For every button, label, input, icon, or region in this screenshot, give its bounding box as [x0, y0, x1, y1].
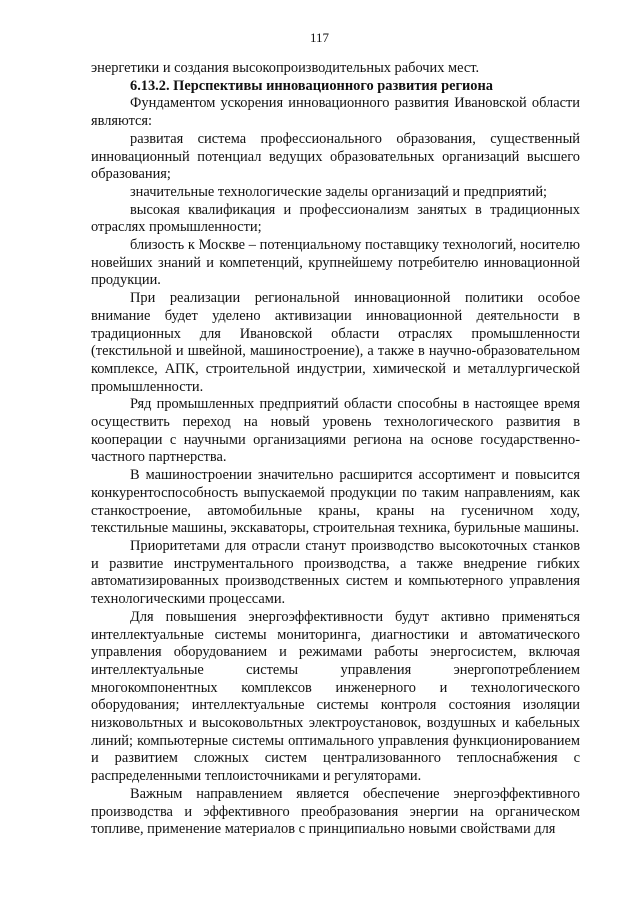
- list-item: близость к Москве – потенциальному поставщику технологий, носителю новейших знаний и компетенций, крупнейшему потребителю инновационной продукции.: [91, 237, 580, 289]
- paragraph: Приоритетами для отрасли станут производство высокоточных станков и развитие инструментального производства, а также внедрение гибких автоматизированных производственных систем и компьютерного управления технологическими процессами.: [91, 537, 580, 608]
- section-heading: 6.13.2. Перспективы инновационного развития региона: [130, 77, 493, 94]
- list-item: значительные технологические заделы организаций и предприятий;: [130, 183, 548, 200]
- paragraph: Фундаментом ускорения инновационного развития Ивановской области являются:: [91, 95, 580, 130]
- paragraph-continuation: энергетики и создания высокопроизводительных рабочих мест.: [91, 60, 480, 76]
- document-body: [91, 60, 580, 839]
- page-number: 117: [309, 30, 330, 45]
- list-item: развитая система профессионального образования, существенный инновационный потенциал ведущих образовательных организаций высшего образования;: [91, 130, 580, 183]
- paragraph: В машиностроении значительно расширится ассортимент и повысится конкурентоспособность выпускаемой продукции по таким направлениям, как станкостроение, автомобильные краны, краны на гусеничном ходу, текстильные машины, экскаваторы, строительная техника, бурильные машины.: [91, 467, 580, 537]
- paragraph: Для повышения энергоэффективности будут активно применяться интеллектуальные системы мониторинга, диагностики и автоматического управления оборудованием и режимами работы энергосистем, включая интеллектуальные системы управления энергопотреблением многокомпонентных комплексов инженерного и технологического оборудования; интеллектуальные системы контроля состояния изоляции низковольтных и высоковольтных электроустановок, воздушных и кабельных линий; компьютерные системы оптимального управления функционированием и развитием сложных систем централизованного теплоснабжения с распределенными теплоисточниками и регуляторами.: [91, 608, 580, 785]
- paragraph: При реализации региональной инновационной политики особое внимание будет уделено активизации инновационной деятельности в традиционных для Ивановской области отраслях промышленности (текстильной и швейной, машиностроение), а также в научно-образовательном комплексе, АПК, строительной индустрии, химической и металлургической промышленности.: [91, 290, 580, 395]
- paragraph: Ряд промышленных предприятий области способны в настоящее время осуществить переход на новый уровень технологического развития в кооперации с научными организациями региона на основе государственно-частного партнерства.: [91, 396, 580, 466]
- paragraph: Важным направлением является обеспечение энергоэффективного производства и эффективного преобразования энергии на органическом топливе, применение материалов с принципиально новыми свойствами для: [91, 785, 580, 838]
- list-item: высокая квалификация и профессионализм занятых в традиционных отраслях промышленности;: [91, 201, 580, 236]
